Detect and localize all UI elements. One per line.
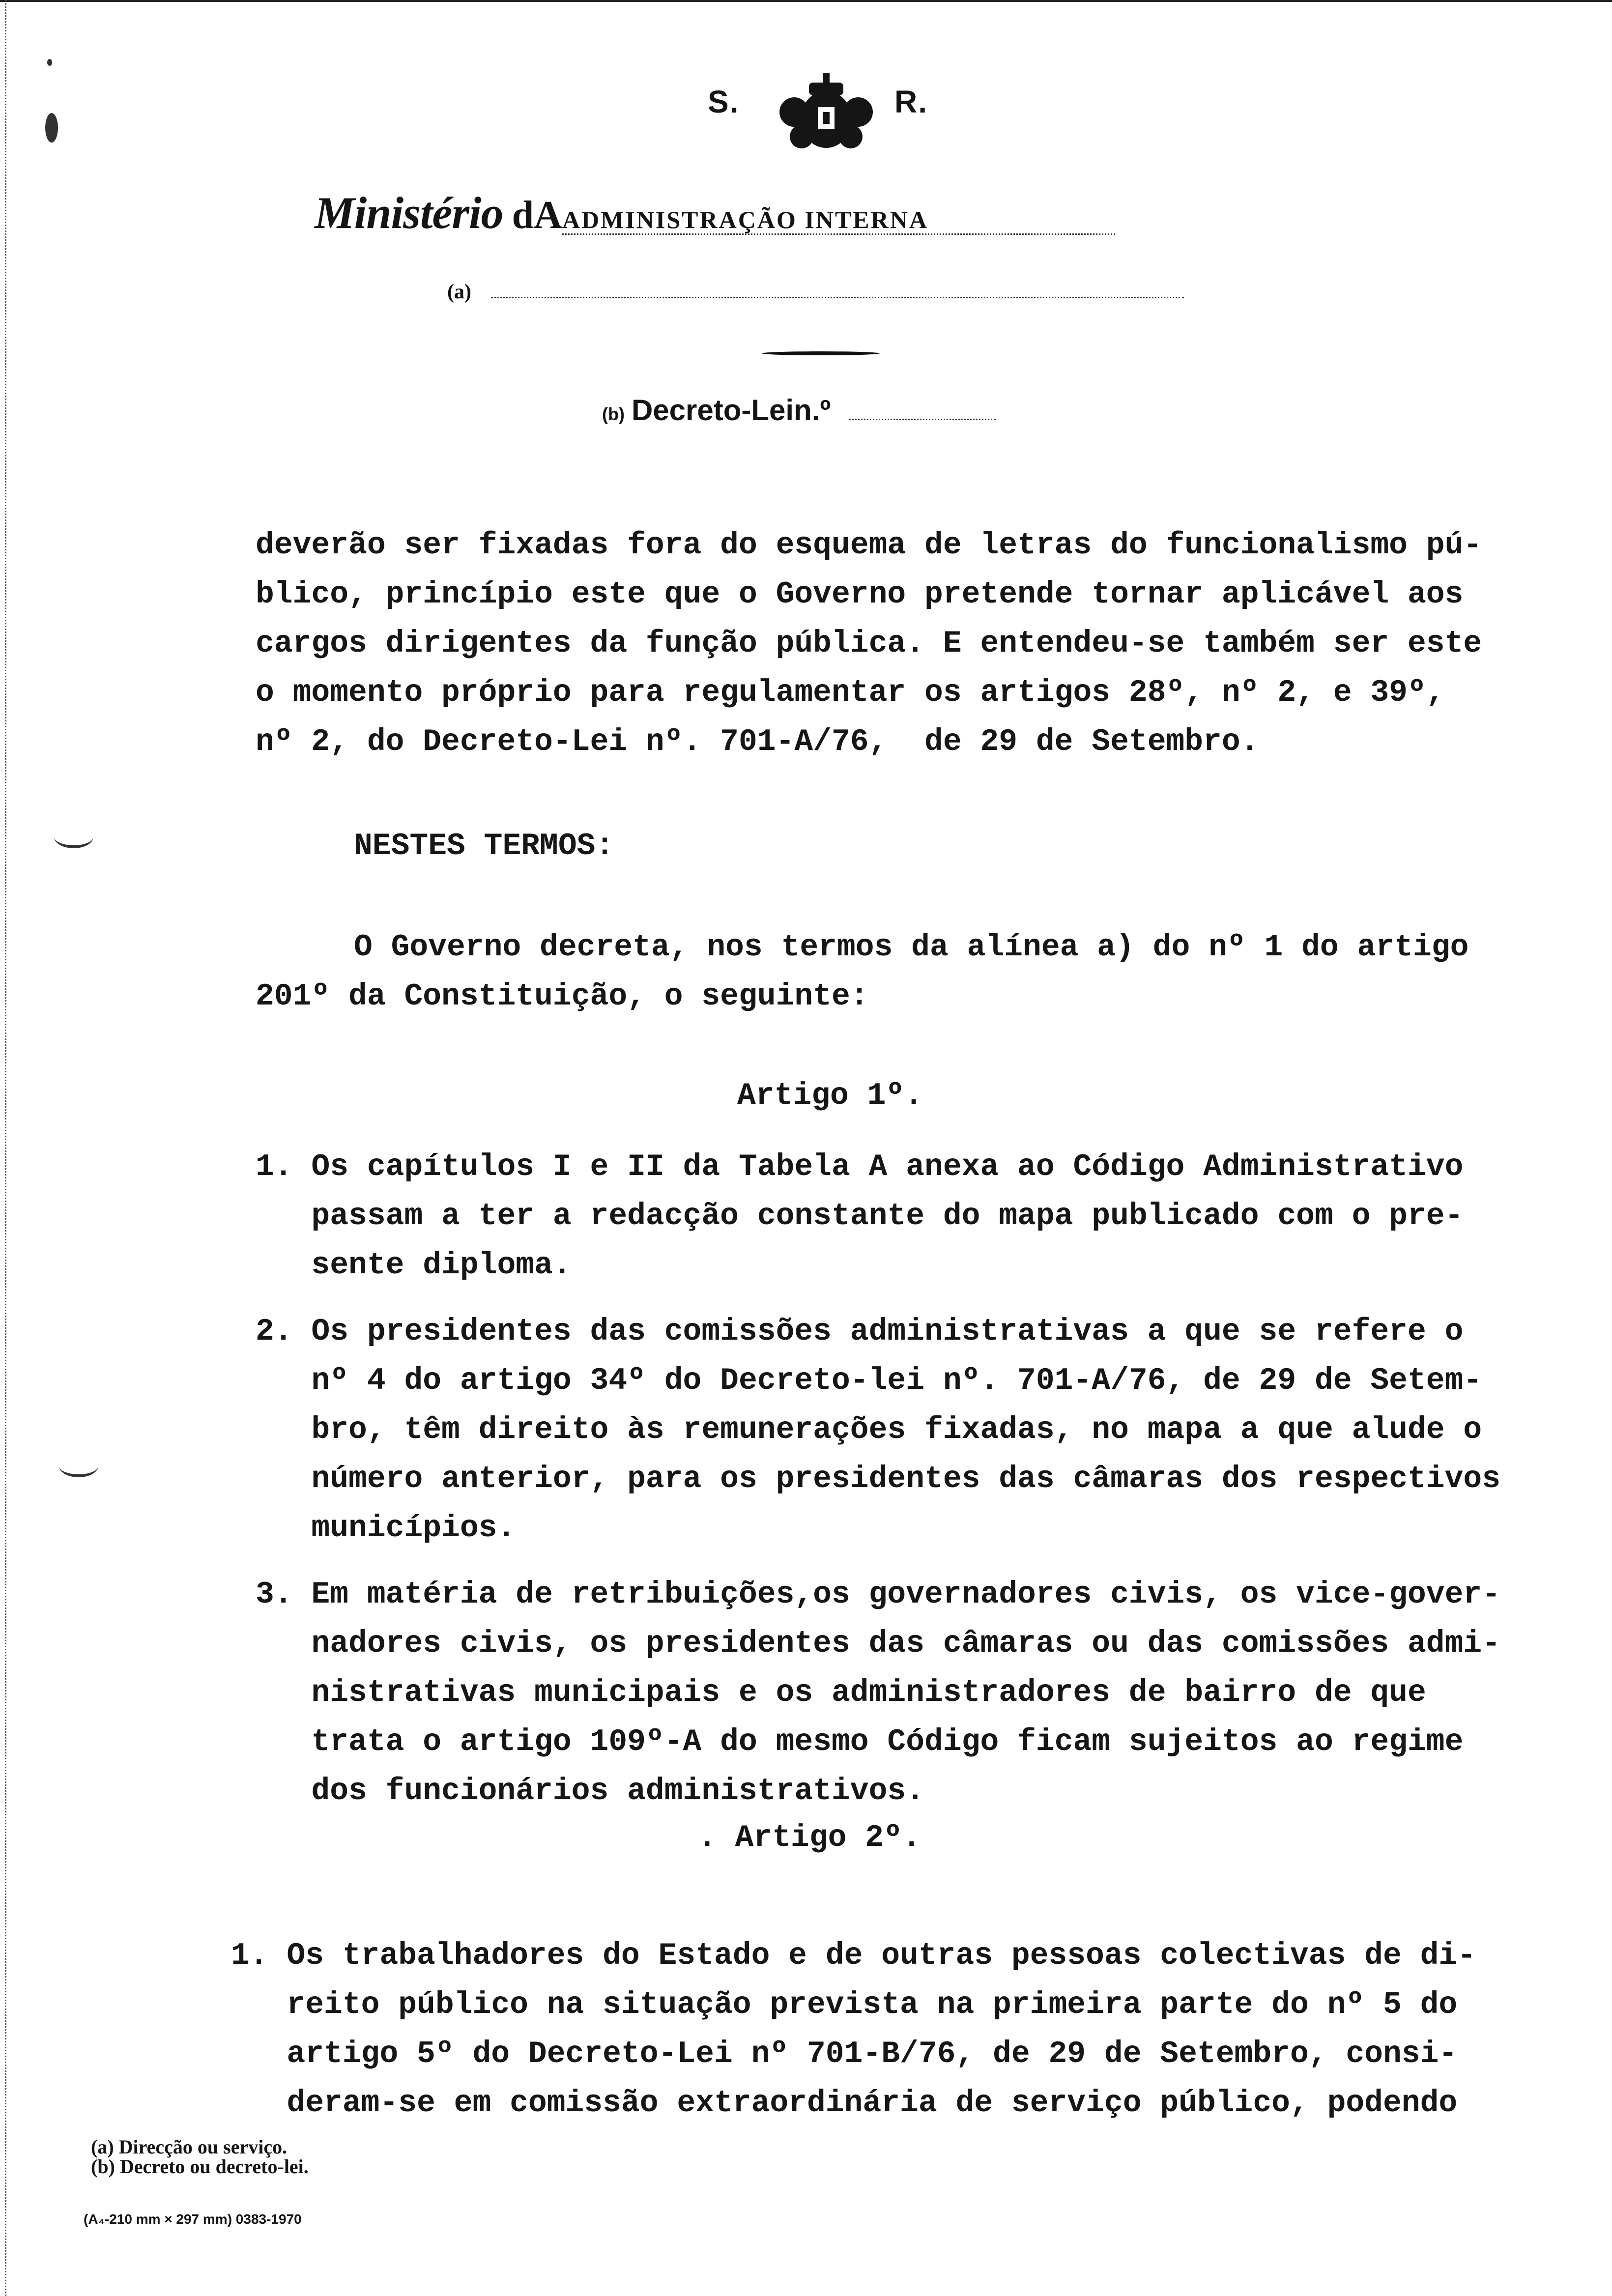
ministry-department: ADMINISTRAÇÃO INTERNA xyxy=(562,206,1115,235)
article1-item1: 1. Os capítulos I e II da Tabela A anexa ao Código Administrativo passam a ter a redacção constante do mapa publicado com o pre- sente diploma. xyxy=(256,1149,1464,1283)
form-code: (A₄-210 mm × 297 mm) 0383-1970 xyxy=(84,2211,302,2227)
margin-speck xyxy=(45,113,58,143)
coat-of-arms-icon xyxy=(775,73,878,159)
header-letter-s: S. xyxy=(708,84,740,119)
header-letter-r: R. xyxy=(894,84,928,119)
intro-paragraph: deverão ser fixadas fora do esquema de letras do funcionalismo pú- blico, princípio este que o Governo pretende tornar aplicável aos cargos dirigentes da função pública. E entendeu-se também ser este o momento próprio para regulamentar os artigos 28º, nº 2, e 39º, nº 2, do Decreto-Lei nº. 701-A/76, de 29 de Setembro. xyxy=(256,528,1482,759)
article2-title: . Artigo 2º. xyxy=(698,1820,921,1855)
article1-item2: 2. Os presidentes das comissões administrativas a que se refere o nº 4 do artigo 34º do Decreto-lei nº. 701-A/76, de 29 de Setem- bro, têm direito às remunerações fixadas, no mapa a que alude o número anterior, para os presidentes das câmaras dos respectivos municípios. xyxy=(256,1314,1501,1546)
decree-clause-line1: O Governo decreta, nos termos da alínea a) do nº 1 do artigo xyxy=(354,930,1469,965)
decree-marker: (b) xyxy=(602,404,625,424)
page-left-edge xyxy=(5,0,6,2296)
direction-line xyxy=(447,280,1184,304)
page-top-edge xyxy=(0,0,1612,2)
article1-title: Artigo 1º. xyxy=(737,1078,923,1113)
margin-speck xyxy=(47,59,52,66)
direction-dotted-line xyxy=(491,297,1184,298)
footnote-a: (a) Direcção ou serviço. xyxy=(91,2136,288,2158)
nestes-termos-heading: NESTES TERMOS: xyxy=(354,829,614,863)
punch-hole-mark xyxy=(59,1455,98,1477)
article2-item1: 1. Os trabalhadores do Estado e de outras pessoas colectivas de di- reito público na situação prevista na primeira parte do nº 5 do artigo 5º do Decreto-Lei nº 701-B/76, de 29 de Setembro, consi- deram-se em comissão extraordinária de serviço público, podendo xyxy=(231,1938,1476,2121)
ministry-word: Ministério xyxy=(315,188,503,238)
footnote-b: (b) Decreto ou decreto-lei. xyxy=(91,2155,309,2178)
ministry-preposition: dA xyxy=(512,194,562,237)
header-divider xyxy=(762,351,880,355)
punch-hole-mark xyxy=(54,826,93,848)
decree-line xyxy=(602,393,996,427)
decree-label: Decreto-Lein.º xyxy=(631,394,831,427)
decree-clause-line2: 201º da Constituição, o seguinte: xyxy=(256,979,869,1014)
decree-dotted-line xyxy=(849,419,996,420)
article1-item3: 3. Em matéria de retribuições,os governadores civis, os vice-gover- nadores civis, os presidentes das câmaras ou das comissões admi- nistrativas municipais e os administradores de bairro de que trata o artigo 109º-A do mesmo Código ficam sujeitos ao regime dos funcionários administrativos. xyxy=(256,1577,1501,1808)
direction-marker: (a) xyxy=(447,281,471,303)
ministry-heading xyxy=(315,187,1115,239)
